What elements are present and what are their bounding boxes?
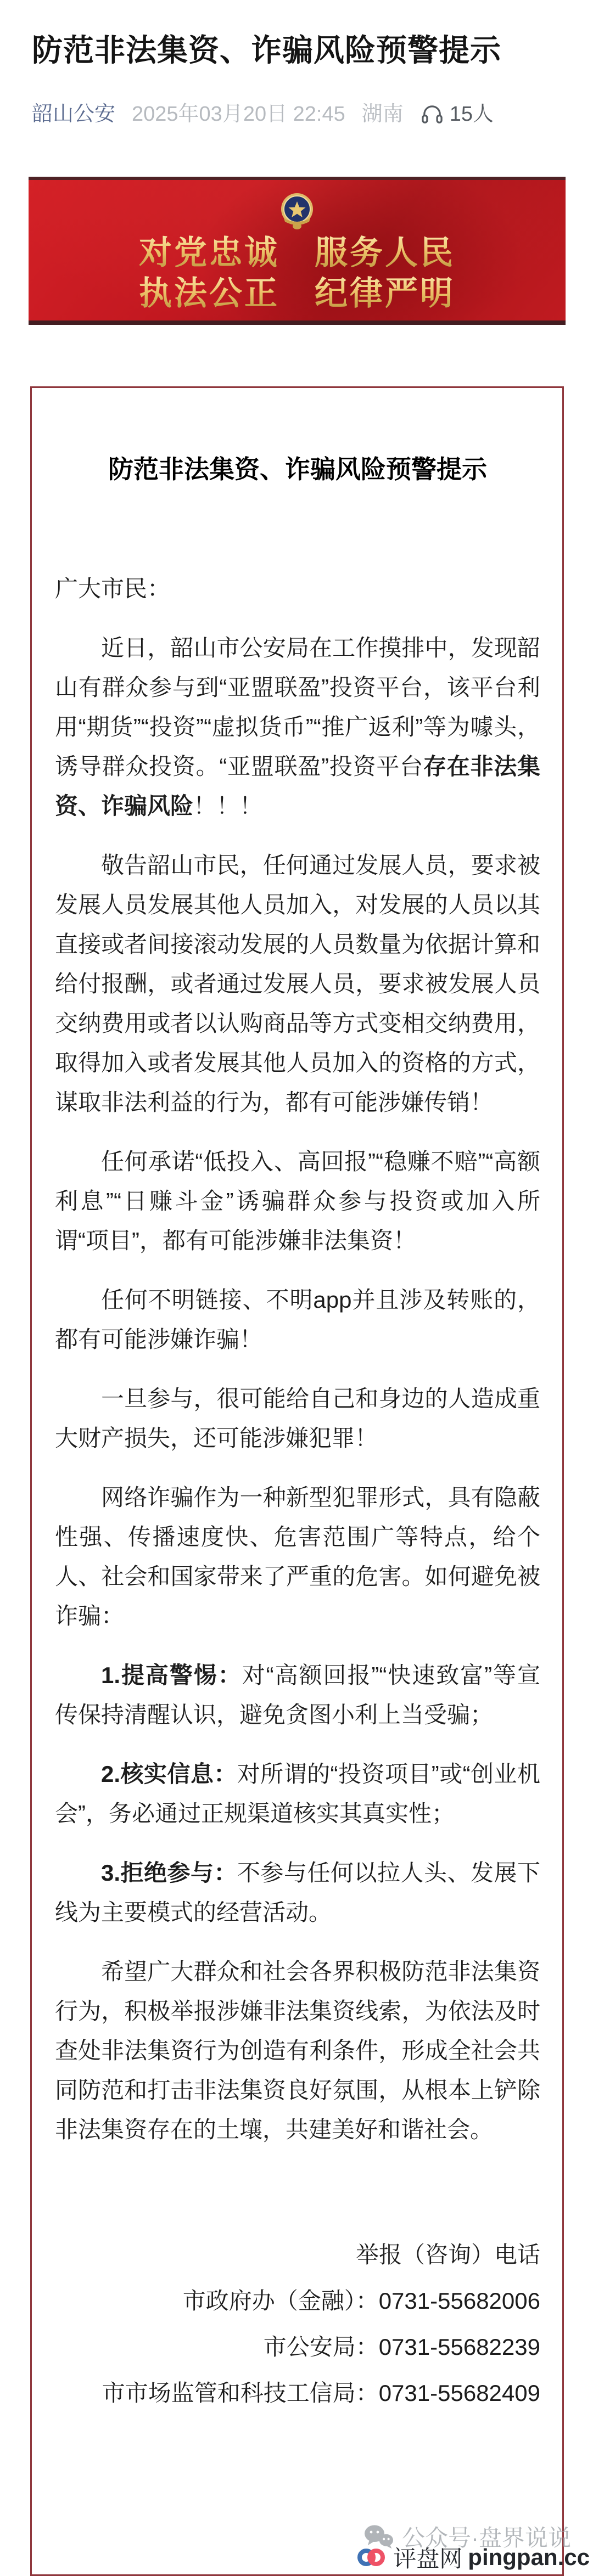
tip-raise-alert: [55, 1656, 540, 1735]
police-badge-icon: [278, 192, 316, 234]
tip-raise-alert-label: 1.提高警惕：: [101, 1662, 242, 1688]
author-link[interactable]: 韶山公安: [32, 103, 116, 126]
publish-date: 2025年03月20日 22:45: [132, 103, 345, 126]
publish-location: 湖南: [361, 103, 404, 126]
pingpan-logo-icon: [356, 2545, 388, 2569]
headset-icon: [420, 103, 444, 125]
paragraph-intro-exclaim: ！！！: [193, 793, 263, 819]
tip-verify-info-label: 2.核实信息：: [101, 1761, 237, 1787]
contact-heading: 举报（咨询）电话: [355, 2242, 540, 2268]
banner-image[interactable]: [29, 177, 566, 325]
contact-line-market: 市市场监管和科技工信局：0731-55682409: [102, 2380, 540, 2406]
banner-slogan-line1: 对党忠诚 服务人民: [29, 233, 566, 273]
site-watermark: [356, 2541, 590, 2574]
contact-line-police: 市公安局：0731-55682239: [263, 2334, 540, 2360]
paragraph-intro-text: 近日，韶山市公安局在工作摸排中，发现韶山有群众参与到“亚盟联盈”投资平台，该平台利用“期货”“投资”“虚拟货币”“推广返利”等为噱头，诱导群众投资。“亚盟联盈”投资平台: [55, 635, 540, 779]
listen-count-label: 15人: [449, 103, 494, 126]
tip-refuse-join-text: 不参与任何以拉人头、发展下线为主要模式的经营活动。: [55, 1860, 540, 1925]
contact-line-finance: 市政府办（金融）：0731-55682006: [182, 2288, 540, 2314]
notice-document: [30, 386, 564, 2576]
paragraph-loss-warning: 一旦参与，很可能给自己和身边的人造成重大财产损失，还可能涉嫌犯罪！: [55, 1386, 540, 1451]
paragraph-link-warning: 任何不明链接、不明app并且涉及转账的，都有可能涉嫌诈骗！: [55, 1287, 540, 1352]
tip-verify-info-text: 对所谓的“投资项目”或“创业机会”，务必通过正规渠道核实其真实性；: [55, 1761, 540, 1826]
banner-slogan-line2: 执法公正 纪律严明: [29, 273, 566, 314]
tip-refuse-join-label: 3.拒绝参与：: [101, 1860, 238, 1886]
listen-count-button[interactable]: [420, 102, 494, 126]
risk-warning-bold: 存在非法集资、诈骗风险: [55, 753, 540, 819]
site-name: 评盘网: [393, 2546, 463, 2572]
wechat-watermark-text: 公众号·盘界说说: [402, 2525, 571, 2551]
tip-raise-alert-text: 对“高额回报”“快速致富”等宣传保持清醒认识，避免贪图小利上当受骗；: [55, 1662, 540, 1728]
document-title: 防范非法集资、诈骗风险预警提示: [108, 455, 487, 483]
paragraph-fundraising-warning: 任何承诺“低投入、高回报”“稳赚不赔”“高额利息”“日赚斗金”诱骗群众参与投资或加入所谓“项目”，都有可能涉嫌非法集资！: [55, 1149, 540, 1253]
article-header: [0, 0, 593, 126]
paragraph-closing: 希望广大群众和社会各界积极防范非法集资行为，积极举报涉嫌非法集资线索，为依法及时查处非法集资行为创造有利条件，形成全社会共同防范和打击非法集资良好氛围，从根本上铲除非法集资存在的土壤，共建美好和谐社会。: [55, 1959, 540, 2142]
site-domain: pingpan.cc: [468, 2544, 590, 2570]
article-meta: [32, 102, 561, 126]
contact-block: [55, 2232, 540, 2416]
banner-slogans: [29, 233, 566, 314]
paragraph-intro: [55, 628, 540, 826]
page-title: 防范非法集资、诈骗风险预警提示: [32, 33, 501, 68]
tip-verify-info: [55, 1754, 540, 1833]
salutation: 广大市民：: [55, 576, 171, 601]
paragraph-fraud-intro: 网络诈骗作为一种新型犯罪形式，具有隐蔽性强、传播速度快、危害范围广等特点，给个人、社会和国家带来了严重的危害。如何避免被诈骗：: [55, 1484, 540, 1629]
tip-refuse-join: [55, 1853, 540, 1932]
paragraph-pyramid-warning: 敬告韶山市民，任何通过发展人员，要求被发展人员发展其他人员加入，对发展的人员以其直接或者间接滚动发展的人员数量为依据计算和给付报酬，或者通过发展人员，要求被发展人员交纳费用或者以认购商品等方式变相交纳费用，取得加入或者发展其他人员加入的资格的方式，谋取非法利益的行为，都有可能涉嫌传销！: [55, 852, 540, 1115]
